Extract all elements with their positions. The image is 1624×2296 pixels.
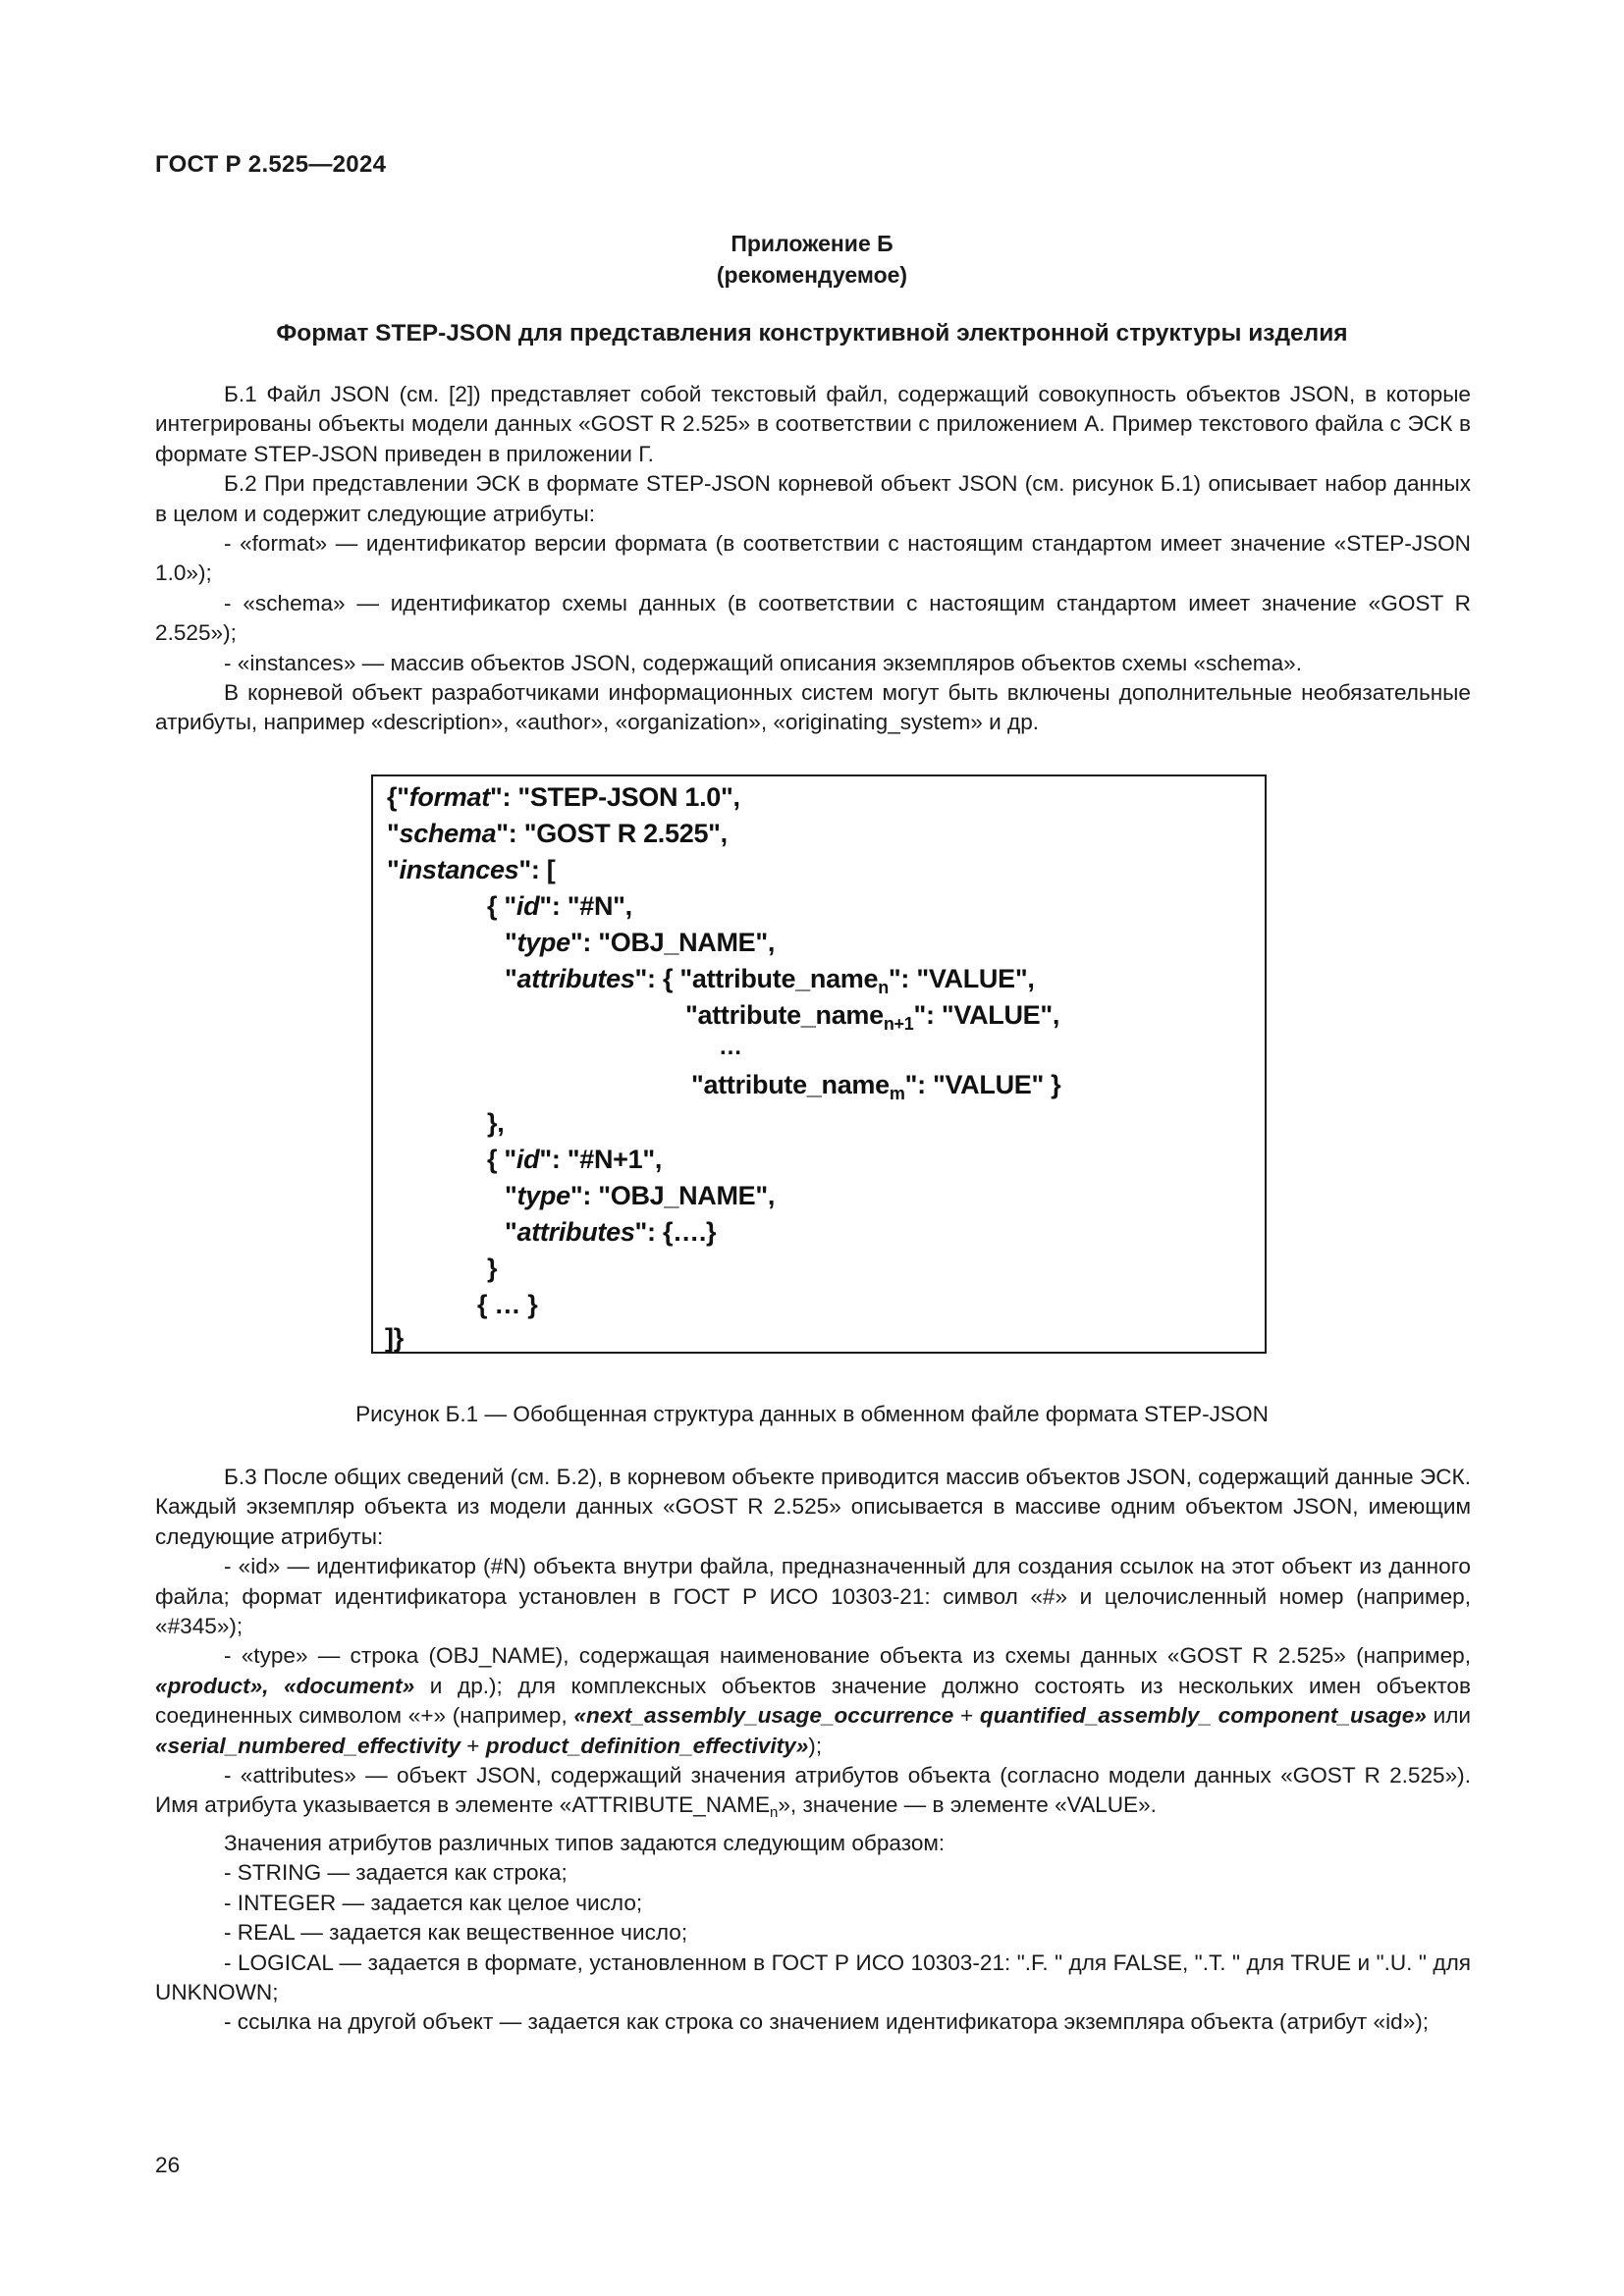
code-line-close-object: }, xyxy=(487,1108,505,1138)
list-item-reference: - ссылка на другой объект — задается как строка со значением идентификатора экземпляра объекта (атрибут «id»); xyxy=(224,2009,1430,2035)
annex-heading: Формат STEP-JSON для представления конструктивной электронной структуры изделия xyxy=(276,320,1348,347)
list-item-integer: - INTEGER — задается как целое число; xyxy=(224,1890,643,1915)
code-line-instances: "instances": [ xyxy=(387,855,556,884)
list-item-type: - «type» — строка (OBJ_NAME), содержащая наименование объекта из схемы данных «GOST R 2.525» (например, «product», «document» и др.); для комплексных объектов значение должно состоять из нескольких имен объектов соединенных символом «+» (например, «next_assembly_usage_occurrence + quantified_assembly_ component_usage» или «serial_numbered_effectivity + product_definition_effectivity»); xyxy=(155,1643,1472,1758)
code-line-type2: "type": "OBJ_NAME", xyxy=(505,1181,776,1210)
section-b1-b2 xyxy=(155,380,1471,738)
list-item-instances: - «instances» — массив объектов JSON, содержащий описания экземпляров объектов схемы «schema». xyxy=(224,650,1303,675)
paragraph-b1: Б.1 Файл JSON (см. [2]) представляет собой текстовый файл, содержащий совокупность объектов JSON, в которые интегрированы объекты модели данных «GOST R 2.525» в соответствии с приложением А. Пример текстового файла с ЭСК в формате STEP-JSON приведен в приложении Г. xyxy=(155,382,1471,466)
paragraph-value-types: Значения атрибутов различных типов задаются следующим образом: xyxy=(224,1830,946,1855)
code-line-format: {"format": "STEP-JSON 1.0", xyxy=(387,782,740,812)
list-item-schema: - «schema» — идентификатор схемы данных (в соответствии с настоящим стандартом имеет значение «GOST R 2.525»); xyxy=(155,590,1471,646)
code-line-attributes1: "attributes": { "attribute_name$_n$": "VALUE", xyxy=(505,964,1035,997)
annex-title: Приложение Б xyxy=(731,231,893,256)
code-line-type1: "type": "OBJ_NAME", xyxy=(505,928,776,957)
page-number: 26 xyxy=(155,2153,181,2177)
paragraph-optional-attributes: В корневой объект разработчиками информационных систем могут быть включены дополнительные необязательные атрибуты, например «description», «author», «organization», «originating_system» и др. xyxy=(155,680,1471,735)
list-item-format: - «format» — идентификатор версии формата (в соответствии с настоящим стандартом имеет значение «STEP-JSON 1.0»); xyxy=(155,531,1471,586)
document-code: ГОСТ Р 2.525—2024 xyxy=(155,151,387,178)
code-line-close-all: ]} xyxy=(385,1323,404,1353)
code-line-attribute-m: "attribute_name$_m$": "VALUE" } xyxy=(691,1070,1061,1103)
code-line-schema: "schema": "GOST R 2.525", xyxy=(387,819,728,848)
figure-caption: Рисунок Б.1 — Обобщенная структура данных в обменном файле формата STEP-JSON xyxy=(355,1402,1269,1426)
code-line-id1: { "id": "#N", xyxy=(487,891,632,921)
code-line-id2: { "id": "#N+1", xyxy=(487,1145,663,1174)
paragraph-b2: Б.2 При представлении ЭСК в формате STEP-JSON корневой объект JSON (см. рисунок Б.1) описывает набор данных в целом и содержит следующие атрибуты: xyxy=(155,471,1471,526)
code-line-close-brace: } xyxy=(487,1254,498,1283)
list-item-attributes: - «attributes» — объект JSON, содержащий значения атрибутов объекта (согласно модели данных «GOST R 2.525»). Имя атрибута указывается в элементе «$ATTRIBUTE\_NAME_n$», значение — в элементе «VALUE». xyxy=(155,1763,1471,1822)
code-line-attributes2: "attributes": {….} xyxy=(505,1217,717,1247)
figure-code-box xyxy=(371,774,1267,1354)
list-item-string: - STRING — задается как строка; xyxy=(224,1860,568,1886)
code-line-more: { … } xyxy=(477,1290,538,1319)
code-line-attribute-n1: "attribute_name$_{n+1}$": "VALUE", xyxy=(685,1000,1060,1034)
code-line-ellipsis: … xyxy=(719,1034,742,1060)
list-item-real: - REAL — задается как вещественное число; xyxy=(224,1920,688,1946)
section-b3 xyxy=(155,1463,1471,2038)
annex-status: (рекомендуемое) xyxy=(716,262,908,288)
list-item-logical: - LOGICAL — задается в формате, установленном в ГОСТ Р ИСО 10303-21: ".F. " для FALSE, ".T. " для TRUE и ".U. " для UNKNOWN; xyxy=(155,1949,1471,2004)
paragraph-b3: Б.3 После общих сведений (см. Б.2), в корневом объекте приводится массив объектов JSON, содержащий данные ЭСК. Каждый экземпляр объекта из модели данных «GOST R 2.525» описывается в массиве одним объектом JSON, имеющим следующие атрибуты: xyxy=(155,1465,1471,1549)
list-item-id: - «id» — идентификатор (#N) объекта внутри файла, предназначенный для создания ссылок на этот объект из данного файла; формат идентификатора установлен в ГОСТ Р ИСО 10303-21: символ «#» и целочисленный номер (например, «#345»); xyxy=(155,1554,1471,1639)
